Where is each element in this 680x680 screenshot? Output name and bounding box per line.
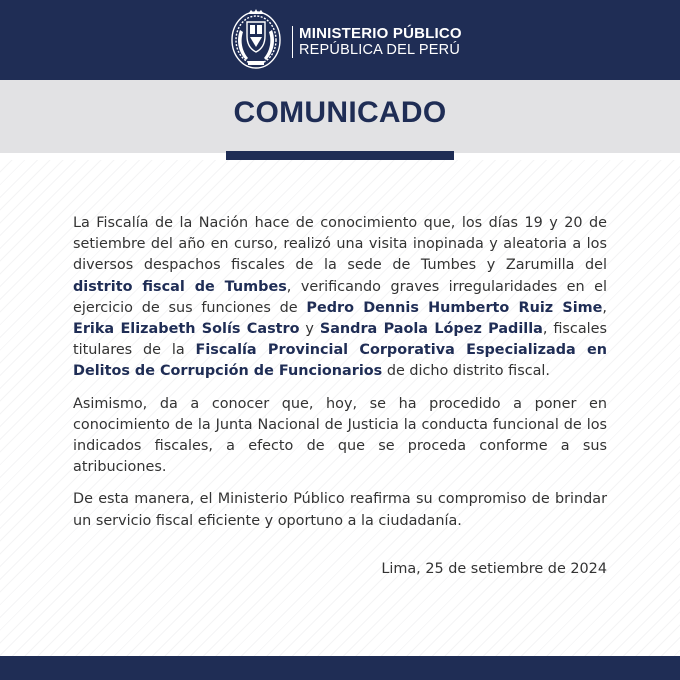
text-segment: , [602,299,607,316]
highlight-segment: Pedro Dennis Humberto Ruiz Sime [306,299,603,316]
paragraph [73,394,607,479]
header-bar [0,0,680,80]
highlight-segment: Sandra Paola López Padilla [319,321,543,338]
footer-bar [0,656,680,680]
org-name: MINISTERIO PÚBLICO [299,25,462,42]
highlight-segment: Erika Elizabeth Solís Castro [73,321,300,338]
text-segment: , verificando graves irregularidades en el ejercicio de sus funciones de [73,278,607,316]
title-underline [226,151,454,160]
text-segment: , fiscales titulares de la [73,321,607,359]
statement-body [73,213,607,543]
paragraph [73,489,607,531]
text-segment: y [299,321,320,338]
org-subtitle: REPÚBLICA DEL PERÚ [299,42,461,58]
text-segment: Asimismo, da a conocer que, hoy, se ha procedido a poner en conocimiento de la Junta Nacional de Justicia la conducta funcional de los indicados fiscales, a efecto de que se proceda conforme a sus atribuciones. [73,395,607,476]
text-segment: La Fiscalía de la Nación hace de conocimiento que, los días 19 y 20 de setiembre del año en curso, realizó una visita inopinada y aleatoria a los diversos despachos fiscales de la sede de Tumbes y Zarumilla del [73,215,607,274]
coat-of-arms-icon [228,6,284,74]
paragraph [73,213,607,383]
page-title: COMUNICADO [233,96,447,129]
text-segment: de dicho distrito fiscal. [382,363,551,380]
highlight-segment: Fiscalía Provincial Corporativa Especializada en Delitos de Corrupción de Funcionarios [73,342,607,380]
brand-text [292,26,462,58]
highlight-segment: distrito fiscal de Tumbes [73,278,287,295]
text-segment: De esta manera, el Ministerio Público reafirma su compromiso de brindar un servicio fiscal eficiente y oportuno a la ciudadanía. [73,491,607,529]
date-line: Lima, 25 de setiembre de 2024 [381,561,607,577]
